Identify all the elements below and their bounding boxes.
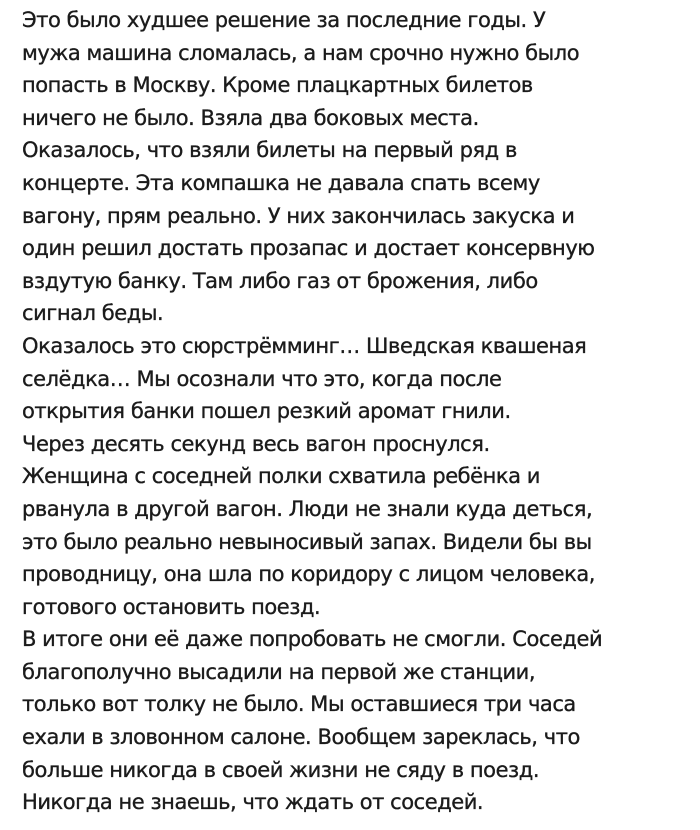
text-line: готового остановить поезд. [22,594,321,619]
text-line: попасть в Москву. Кроме плацкартных билетов [22,73,533,98]
text-line: ничего не было. Взяла два боковых места. [22,105,479,130]
text-line: сигнал беды. [22,301,164,326]
text-line: мужа машина сломалась, а нам срочно нужно было [22,40,580,65]
text-line: рванула в другой вагон. Люди не знали куда деться, [22,496,593,521]
text-line: селёдка… Мы осознали что это, когда после [22,366,502,391]
text-line: Никогда не знаешь, что ждать от соседей. [22,790,484,815]
text-line: Через десять секунд весь вагон проснулся. [22,431,490,456]
text-line: вздутую банку. Там либо газ от брожения, либо [22,268,538,293]
text-line: открытия банки пошел резкий аромат гнили. [22,399,511,424]
text-line: концерте. Эта компашка не давала спать всему [22,170,540,195]
text-line: Женщина с соседней полки схватила ребёнка и [22,464,540,489]
text-line: Оказалось, что взяли билеты на первый ряд в [22,138,517,163]
text-line: только вот толку не было. Мы оставшиеся три часа [22,692,576,717]
text-line: ехали в зловонном салоне. Вообщем зареклась, что [22,725,580,750]
text-line: Оказалось это сюрстрёмминг… Шведская квашеная [22,333,587,358]
text-line: это было реально невыносивый запах. Видели бы вы [22,529,592,554]
text-line: один решил достать прозапас и достает консервную [22,236,595,261]
text-line: проводницу, она шла по коридору с лицом человека, [22,562,595,587]
text-line: вагону, прям реально. У них закончилась закуска и [22,203,575,228]
text-line: Это было худшее решение за последние годы. У [22,8,546,32]
text-line: В итоге они её даже попробовать не смогли. Соседей [22,627,603,652]
text-line: благополучно высадили на первой же станции, [22,659,536,684]
text-line: больше никогда в своей жизни не сяду в поезд. [22,757,540,782]
